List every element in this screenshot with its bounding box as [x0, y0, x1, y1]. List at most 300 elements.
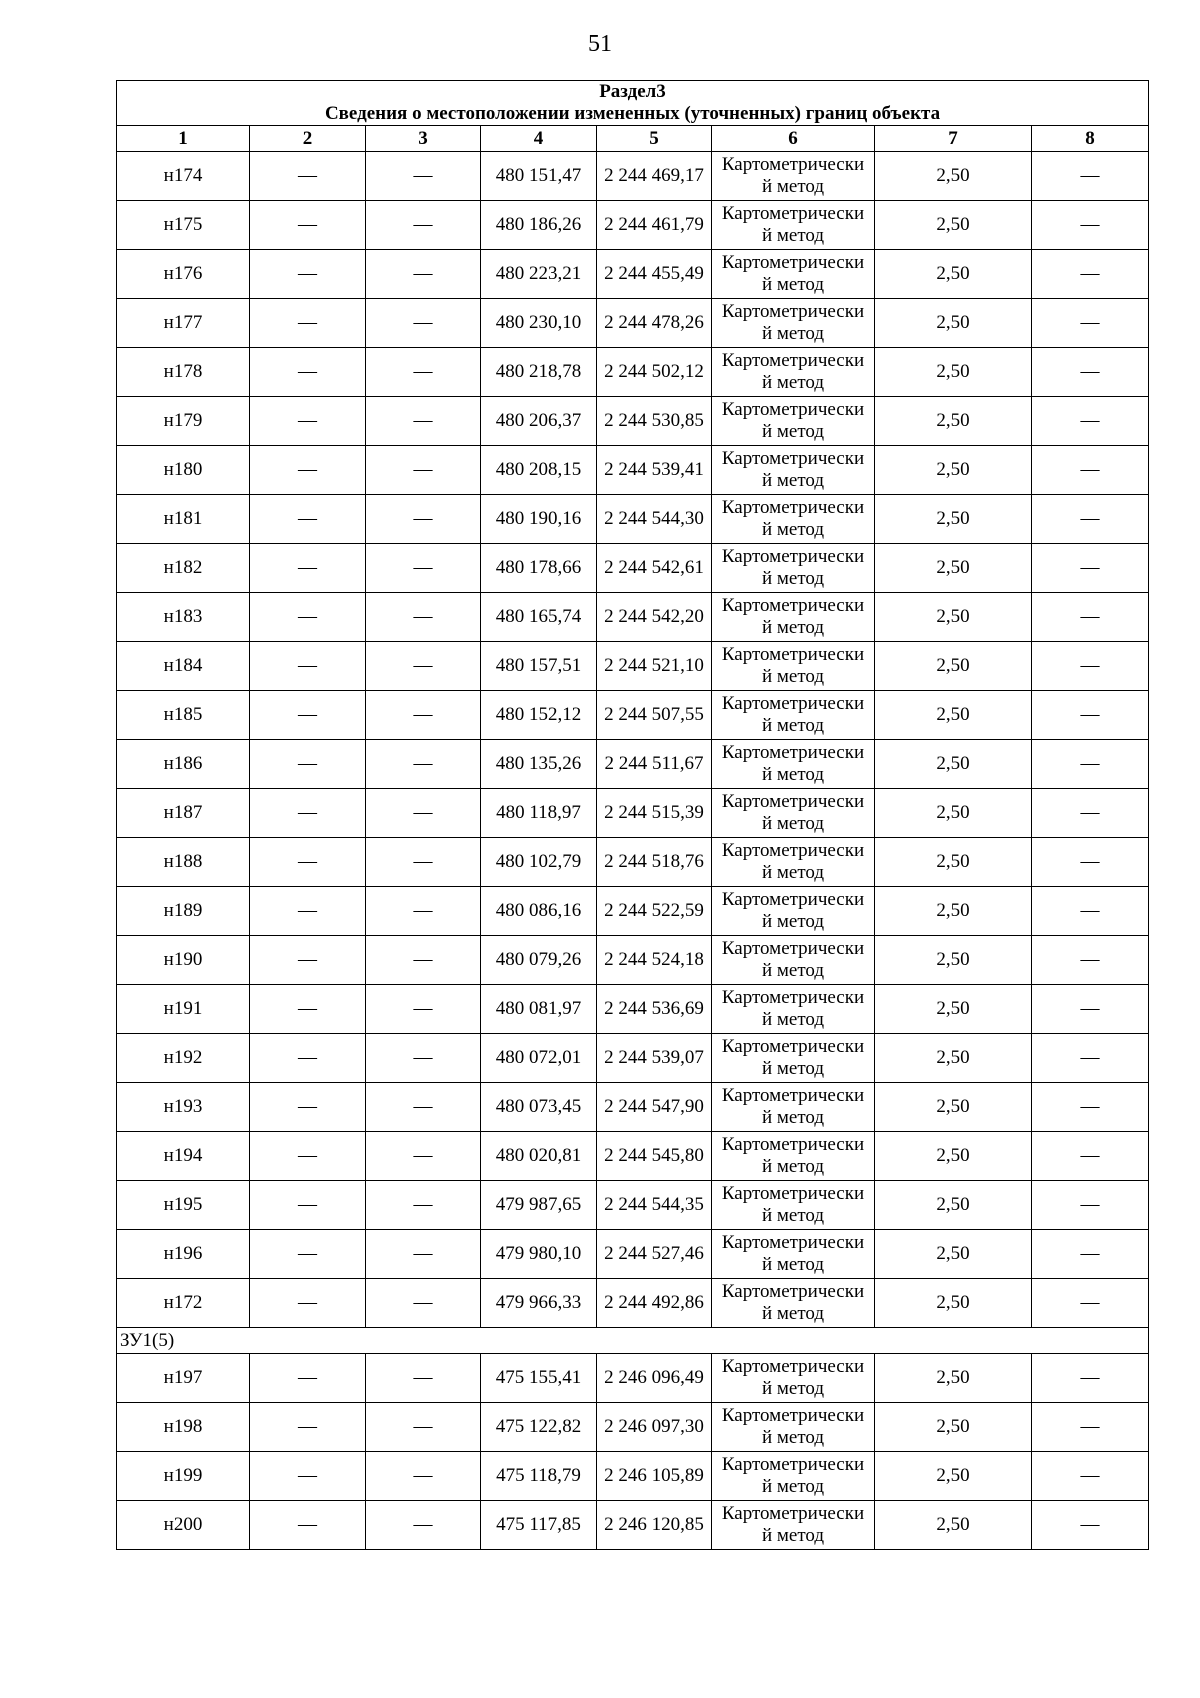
dash-cell: —: [250, 152, 366, 201]
x-coordinate-cell: 480 190,16: [481, 495, 597, 544]
dash-cell: —: [250, 1279, 366, 1328]
y-coordinate-cell: 2 246 096,49: [597, 1354, 712, 1403]
method-text-line-2: й метод: [761, 1058, 825, 1079]
method-text-line-1: Картометрически: [721, 301, 865, 322]
method-text-line-2: й метод: [761, 862, 825, 883]
dash-cell: —: [1032, 201, 1149, 250]
x-coordinate-cell: 475 155,41: [481, 1354, 597, 1403]
dash-cell: —: [1032, 1403, 1149, 1452]
method-text-line-1: Картометрически: [721, 742, 865, 763]
dash-cell: —: [1032, 1501, 1149, 1550]
accuracy-cell: 2,50: [875, 397, 1032, 446]
y-coordinate-cell: 2 244 545,80: [597, 1132, 712, 1181]
column-header: 3: [366, 126, 481, 152]
accuracy-cell: 2,50: [875, 544, 1032, 593]
column-header: 6: [712, 126, 875, 152]
table-row: [117, 1181, 1149, 1230]
y-coordinate-cell: 2 244 455,49: [597, 250, 712, 299]
method-text-line-2: й метод: [761, 1525, 825, 1546]
table-row: [117, 1354, 1149, 1403]
method-text-line-1: Картометрически: [721, 938, 865, 959]
y-coordinate-cell: 2 244 524,18: [597, 936, 712, 985]
method-text-line-2: й метод: [761, 1156, 825, 1177]
dash-cell: —: [366, 1083, 481, 1132]
point-id-cell: н177: [117, 299, 250, 348]
x-coordinate-cell: 480 157,51: [481, 642, 597, 691]
method-cell: [712, 1034, 875, 1083]
point-id-cell: н183: [117, 593, 250, 642]
dash-cell: —: [366, 838, 481, 887]
y-coordinate-cell: 2 246 097,30: [597, 1403, 712, 1452]
table-row: [117, 1452, 1149, 1501]
method-text-line-2: й метод: [761, 421, 825, 442]
method-cell: [712, 495, 875, 544]
y-coordinate-cell: 2 244 527,46: [597, 1230, 712, 1279]
method-cell: [712, 446, 875, 495]
method-text-line-2: й метод: [761, 715, 825, 736]
boundary-table: [116, 80, 1149, 1550]
dash-cell: —: [1032, 1132, 1149, 1181]
table-row: [117, 1279, 1149, 1328]
y-coordinate-cell: 2 244 502,12: [597, 348, 712, 397]
method-text-line-1: Картометрически: [721, 350, 865, 371]
table-row: [117, 1501, 1149, 1550]
dash-cell: —: [250, 544, 366, 593]
method-text-line-1: Картометрически: [721, 889, 865, 910]
point-id-cell: н188: [117, 838, 250, 887]
method-cell: [712, 1181, 875, 1230]
table-row: [117, 544, 1149, 593]
method-text-line-1: Картометрически: [721, 203, 865, 224]
dash-cell: —: [1032, 740, 1149, 789]
table-row: [117, 201, 1149, 250]
accuracy-cell: 2,50: [875, 1181, 1032, 1230]
table-row: [117, 740, 1149, 789]
method-cell: [712, 1230, 875, 1279]
dash-cell: —: [366, 1132, 481, 1181]
point-id-cell: н182: [117, 544, 250, 593]
dash-cell: —: [1032, 348, 1149, 397]
accuracy-cell: 2,50: [875, 495, 1032, 544]
point-id-cell: н192: [117, 1034, 250, 1083]
x-coordinate-cell: 480 208,15: [481, 446, 597, 495]
x-coordinate-cell: 480 081,97: [481, 985, 597, 1034]
column-header: 1: [117, 126, 250, 152]
dash-cell: —: [366, 936, 481, 985]
x-coordinate-cell: 480 086,16: [481, 887, 597, 936]
method-text-line-2: й метод: [761, 1427, 825, 1448]
dash-cell: —: [250, 1034, 366, 1083]
dash-cell: —: [250, 1083, 366, 1132]
y-coordinate-cell: 2 244 521,10: [597, 642, 712, 691]
point-id-cell: н196: [117, 1230, 250, 1279]
dash-cell: —: [1032, 838, 1149, 887]
dash-cell: —: [366, 152, 481, 201]
dash-cell: —: [250, 1403, 366, 1452]
method-text-line-2: й метод: [761, 1303, 825, 1324]
point-id-cell: н191: [117, 985, 250, 1034]
dash-cell: —: [1032, 250, 1149, 299]
y-coordinate-cell: 2 244 507,55: [597, 691, 712, 740]
dash-cell: —: [250, 985, 366, 1034]
y-coordinate-cell: 2 244 522,59: [597, 887, 712, 936]
method-cell: [712, 691, 875, 740]
method-cell: [712, 1452, 875, 1501]
method-cell: [712, 593, 875, 642]
point-id-cell: н180: [117, 446, 250, 495]
method-cell: [712, 250, 875, 299]
method-text-line-1: Картометрически: [721, 1454, 865, 1475]
dash-cell: —: [1032, 789, 1149, 838]
dash-cell: —: [366, 1501, 481, 1550]
dash-cell: —: [1032, 1452, 1149, 1501]
dash-cell: —: [366, 1279, 481, 1328]
column-header: 4: [481, 126, 597, 152]
dash-cell: —: [250, 740, 366, 789]
accuracy-cell: 2,50: [875, 838, 1032, 887]
method-cell: [712, 1083, 875, 1132]
accuracy-cell: 2,50: [875, 1083, 1032, 1132]
table-row: [117, 1083, 1149, 1132]
point-id-cell: н175: [117, 201, 250, 250]
x-coordinate-cell: 480 151,47: [481, 152, 597, 201]
dash-cell: —: [1032, 1181, 1149, 1230]
accuracy-cell: 2,50: [875, 1034, 1032, 1083]
method-cell: [712, 887, 875, 936]
table-row: [117, 936, 1149, 985]
table-row: [117, 348, 1149, 397]
x-coordinate-cell: 480 072,01: [481, 1034, 597, 1083]
point-id-cell: н181: [117, 495, 250, 544]
dash-cell: —: [1032, 1034, 1149, 1083]
section-label: Раздел3: [599, 81, 666, 102]
x-coordinate-cell: 480 206,37: [481, 397, 597, 446]
point-id-cell: н200: [117, 1501, 250, 1550]
method-cell: [712, 740, 875, 789]
accuracy-cell: 2,50: [875, 691, 1032, 740]
dash-cell: —: [250, 1230, 366, 1279]
dash-cell: —: [366, 1403, 481, 1452]
dash-cell: —: [1032, 397, 1149, 446]
dash-cell: —: [250, 299, 366, 348]
dash-cell: —: [366, 495, 481, 544]
dash-cell: —: [366, 201, 481, 250]
dash-cell: —: [1032, 495, 1149, 544]
dash-cell: —: [1032, 642, 1149, 691]
method-cell: [712, 1403, 875, 1452]
method-text-line-2: й метод: [761, 1254, 825, 1275]
accuracy-cell: 2,50: [875, 348, 1032, 397]
accuracy-cell: 2,50: [875, 936, 1032, 985]
method-text-line-1: Картометрически: [721, 644, 865, 665]
point-id-cell: н179: [117, 397, 250, 446]
x-coordinate-cell: 480 073,45: [481, 1083, 597, 1132]
accuracy-cell: 2,50: [875, 152, 1032, 201]
table-row: [117, 985, 1149, 1034]
y-coordinate-cell: 2 244 539,07: [597, 1034, 712, 1083]
dash-cell: —: [250, 495, 366, 544]
point-id-cell: н172: [117, 1279, 250, 1328]
dash-cell: —: [366, 740, 481, 789]
method-cell: [712, 1279, 875, 1328]
method-cell: [712, 985, 875, 1034]
accuracy-cell: 2,50: [875, 446, 1032, 495]
x-coordinate-cell: 479 987,65: [481, 1181, 597, 1230]
x-coordinate-cell: 480 218,78: [481, 348, 597, 397]
section-title: Сведения о местоположении измененных (уточненных) границ объекта: [324, 103, 941, 124]
dash-cell: —: [366, 1354, 481, 1403]
method-text-line-2: й метод: [761, 666, 825, 687]
method-cell: [712, 348, 875, 397]
dash-cell: —: [366, 691, 481, 740]
accuracy-cell: 2,50: [875, 887, 1032, 936]
y-coordinate-cell: 2 244 539,41: [597, 446, 712, 495]
method-text-line-1: Картометрически: [721, 1503, 865, 1524]
point-id-cell: н197: [117, 1354, 250, 1403]
x-coordinate-cell: 475 122,82: [481, 1403, 597, 1452]
table-row: [117, 299, 1149, 348]
method-text-line-1: Картометрически: [721, 840, 865, 861]
point-id-cell: н185: [117, 691, 250, 740]
dash-cell: —: [1032, 544, 1149, 593]
accuracy-cell: 2,50: [875, 1354, 1032, 1403]
method-text-line-1: Картометрически: [721, 154, 865, 175]
method-text-line-1: Картометрически: [721, 448, 865, 469]
x-coordinate-cell: 475 118,79: [481, 1452, 597, 1501]
dash-cell: —: [366, 593, 481, 642]
point-id-cell: н198: [117, 1403, 250, 1452]
dash-cell: —: [366, 1034, 481, 1083]
y-coordinate-cell: 2 244 530,85: [597, 397, 712, 446]
dash-cell: —: [1032, 1230, 1149, 1279]
method-text-line-2: й метод: [761, 568, 825, 589]
method-text-line-2: й метод: [761, 372, 825, 393]
x-coordinate-cell: 480 152,12: [481, 691, 597, 740]
point-id-cell: н194: [117, 1132, 250, 1181]
method-text-line-1: Картометрически: [721, 497, 865, 518]
table-row: [117, 1132, 1149, 1181]
table-row: [117, 446, 1149, 495]
table-row: [117, 838, 1149, 887]
dash-cell: —: [366, 1181, 481, 1230]
method-text-line-2: й метод: [761, 813, 825, 834]
x-coordinate-cell: 480 178,66: [481, 544, 597, 593]
point-id-cell: н189: [117, 887, 250, 936]
table-row: [117, 250, 1149, 299]
dash-cell: —: [1032, 1279, 1149, 1328]
section-header-row: [117, 81, 1149, 126]
method-cell: [712, 544, 875, 593]
point-id-cell: н184: [117, 642, 250, 691]
y-coordinate-cell: 2 244 515,39: [597, 789, 712, 838]
y-coordinate-cell: 2 244 511,67: [597, 740, 712, 789]
table-row: [117, 642, 1149, 691]
method-text-line-1: Картометрически: [721, 693, 865, 714]
point-id-cell: н178: [117, 348, 250, 397]
accuracy-cell: 2,50: [875, 593, 1032, 642]
y-coordinate-cell: 2 244 492,86: [597, 1279, 712, 1328]
y-coordinate-cell: 2 244 518,76: [597, 838, 712, 887]
dash-cell: —: [250, 250, 366, 299]
method-text-line-2: й метод: [761, 1378, 825, 1399]
y-coordinate-cell: 2 244 478,26: [597, 299, 712, 348]
table-row: [117, 152, 1149, 201]
dash-cell: —: [250, 446, 366, 495]
method-text-line-2: й метод: [761, 323, 825, 344]
dash-cell: —: [250, 838, 366, 887]
dash-cell: —: [1032, 985, 1149, 1034]
x-coordinate-cell: 475 117,85: [481, 1501, 597, 1550]
method-cell: [712, 201, 875, 250]
x-coordinate-cell: 480 079,26: [481, 936, 597, 985]
method-cell: [712, 152, 875, 201]
accuracy-cell: 2,50: [875, 250, 1032, 299]
method-cell: [712, 1132, 875, 1181]
column-header: 2: [250, 126, 366, 152]
dash-cell: —: [366, 1452, 481, 1501]
table-row: [117, 495, 1149, 544]
dash-cell: —: [1032, 593, 1149, 642]
dash-cell: —: [1032, 1354, 1149, 1403]
accuracy-cell: 2,50: [875, 642, 1032, 691]
accuracy-cell: 2,50: [875, 1279, 1032, 1328]
accuracy-cell: 2,50: [875, 1132, 1032, 1181]
method-cell: [712, 789, 875, 838]
method-text-line-2: й метод: [761, 960, 825, 981]
table-row: [117, 1230, 1149, 1279]
method-text-line-1: Картометрически: [721, 987, 865, 1008]
x-coordinate-cell: 480 230,10: [481, 299, 597, 348]
x-coordinate-cell: 480 135,26: [481, 740, 597, 789]
method-text-line-2: й метод: [761, 764, 825, 785]
point-id-cell: н186: [117, 740, 250, 789]
dash-cell: —: [250, 593, 366, 642]
method-text-line-1: Картометрически: [721, 1356, 865, 1377]
dash-cell: —: [250, 1501, 366, 1550]
section-header-cell: [117, 81, 1149, 126]
dash-cell: —: [250, 201, 366, 250]
x-coordinate-cell: 479 966,33: [481, 1279, 597, 1328]
dash-cell: —: [250, 691, 366, 740]
dash-cell: —: [250, 642, 366, 691]
accuracy-cell: 2,50: [875, 985, 1032, 1034]
accuracy-cell: 2,50: [875, 1230, 1032, 1279]
y-coordinate-cell: 2 246 105,89: [597, 1452, 712, 1501]
method-text-line-2: й метод: [761, 225, 825, 246]
x-coordinate-cell: 480 165,74: [481, 593, 597, 642]
dash-cell: —: [366, 789, 481, 838]
method-text-line-1: Картометрически: [721, 1232, 865, 1253]
y-coordinate-cell: 2 244 536,69: [597, 985, 712, 1034]
point-id-cell: н174: [117, 152, 250, 201]
dash-cell: —: [366, 985, 481, 1034]
point-id-cell: н176: [117, 250, 250, 299]
dash-cell: —: [1032, 446, 1149, 495]
method-text-line-1: Картометрически: [721, 252, 865, 273]
dash-cell: —: [1032, 887, 1149, 936]
table-row: [117, 1034, 1149, 1083]
dash-cell: —: [250, 1452, 366, 1501]
method-cell: [712, 1354, 875, 1403]
column-header: 7: [875, 126, 1032, 152]
method-text-line-2: й метод: [761, 617, 825, 638]
method-text-line-1: Картометрически: [721, 1405, 865, 1426]
dash-cell: —: [250, 1354, 366, 1403]
table-row: [117, 691, 1149, 740]
dash-cell: —: [1032, 936, 1149, 985]
method-text-line-2: й метод: [761, 1107, 825, 1128]
group-label: ЗУ1(5): [117, 1328, 1149, 1354]
dash-cell: —: [1032, 1083, 1149, 1132]
y-coordinate-cell: 2 244 544,35: [597, 1181, 712, 1230]
accuracy-cell: 2,50: [875, 1452, 1032, 1501]
dash-cell: —: [366, 348, 481, 397]
dash-cell: —: [250, 397, 366, 446]
dash-cell: —: [250, 936, 366, 985]
table-row: [117, 1403, 1149, 1452]
dash-cell: —: [250, 789, 366, 838]
method-text-line-1: Картометрически: [721, 1085, 865, 1106]
dash-cell: —: [366, 299, 481, 348]
table-row: [117, 789, 1149, 838]
table-row: [117, 397, 1149, 446]
method-text-line-2: й метод: [761, 1205, 825, 1226]
method-cell: [712, 1501, 875, 1550]
x-coordinate-cell: 480 186,26: [481, 201, 597, 250]
dash-cell: —: [366, 446, 481, 495]
point-id-cell: н199: [117, 1452, 250, 1501]
method-cell: [712, 838, 875, 887]
method-cell: [712, 397, 875, 446]
x-coordinate-cell: 480 223,21: [481, 250, 597, 299]
method-text-line-1: Картометрически: [721, 791, 865, 812]
dash-cell: —: [250, 1181, 366, 1230]
table-row: [117, 887, 1149, 936]
point-id-cell: н190: [117, 936, 250, 985]
group-label-row: [117, 1328, 1149, 1354]
accuracy-cell: 2,50: [875, 1501, 1032, 1550]
method-text-line-2: й метод: [761, 519, 825, 540]
method-text-line-1: Картометрически: [721, 399, 865, 420]
method-text-line-2: й метод: [761, 911, 825, 932]
y-coordinate-cell: 2 244 542,61: [597, 544, 712, 593]
method-cell: [712, 936, 875, 985]
accuracy-cell: 2,50: [875, 789, 1032, 838]
method-text-line-1: Картометрически: [721, 1183, 865, 1204]
method-cell: [712, 299, 875, 348]
dash-cell: —: [366, 250, 481, 299]
method-text-line-1: Картометрически: [721, 1036, 865, 1057]
x-coordinate-cell: 480 020,81: [481, 1132, 597, 1181]
method-cell: [712, 642, 875, 691]
accuracy-cell: 2,50: [875, 201, 1032, 250]
y-coordinate-cell: 2 244 542,20: [597, 593, 712, 642]
method-text-line-2: й метод: [761, 274, 825, 295]
point-id-cell: н193: [117, 1083, 250, 1132]
x-coordinate-cell: 480 118,97: [481, 789, 597, 838]
method-text-line-1: Картометрически: [721, 595, 865, 616]
method-text-line-2: й метод: [761, 1476, 825, 1497]
y-coordinate-cell: 2 244 544,30: [597, 495, 712, 544]
method-text-line-1: Картометрически: [721, 546, 865, 567]
dash-cell: —: [366, 1230, 481, 1279]
dash-cell: —: [366, 544, 481, 593]
method-text-line-1: Картометрически: [721, 1134, 865, 1155]
accuracy-cell: 2,50: [875, 1403, 1032, 1452]
y-coordinate-cell: 2 244 469,17: [597, 152, 712, 201]
x-coordinate-cell: 479 980,10: [481, 1230, 597, 1279]
y-coordinate-cell: 2 244 547,90: [597, 1083, 712, 1132]
